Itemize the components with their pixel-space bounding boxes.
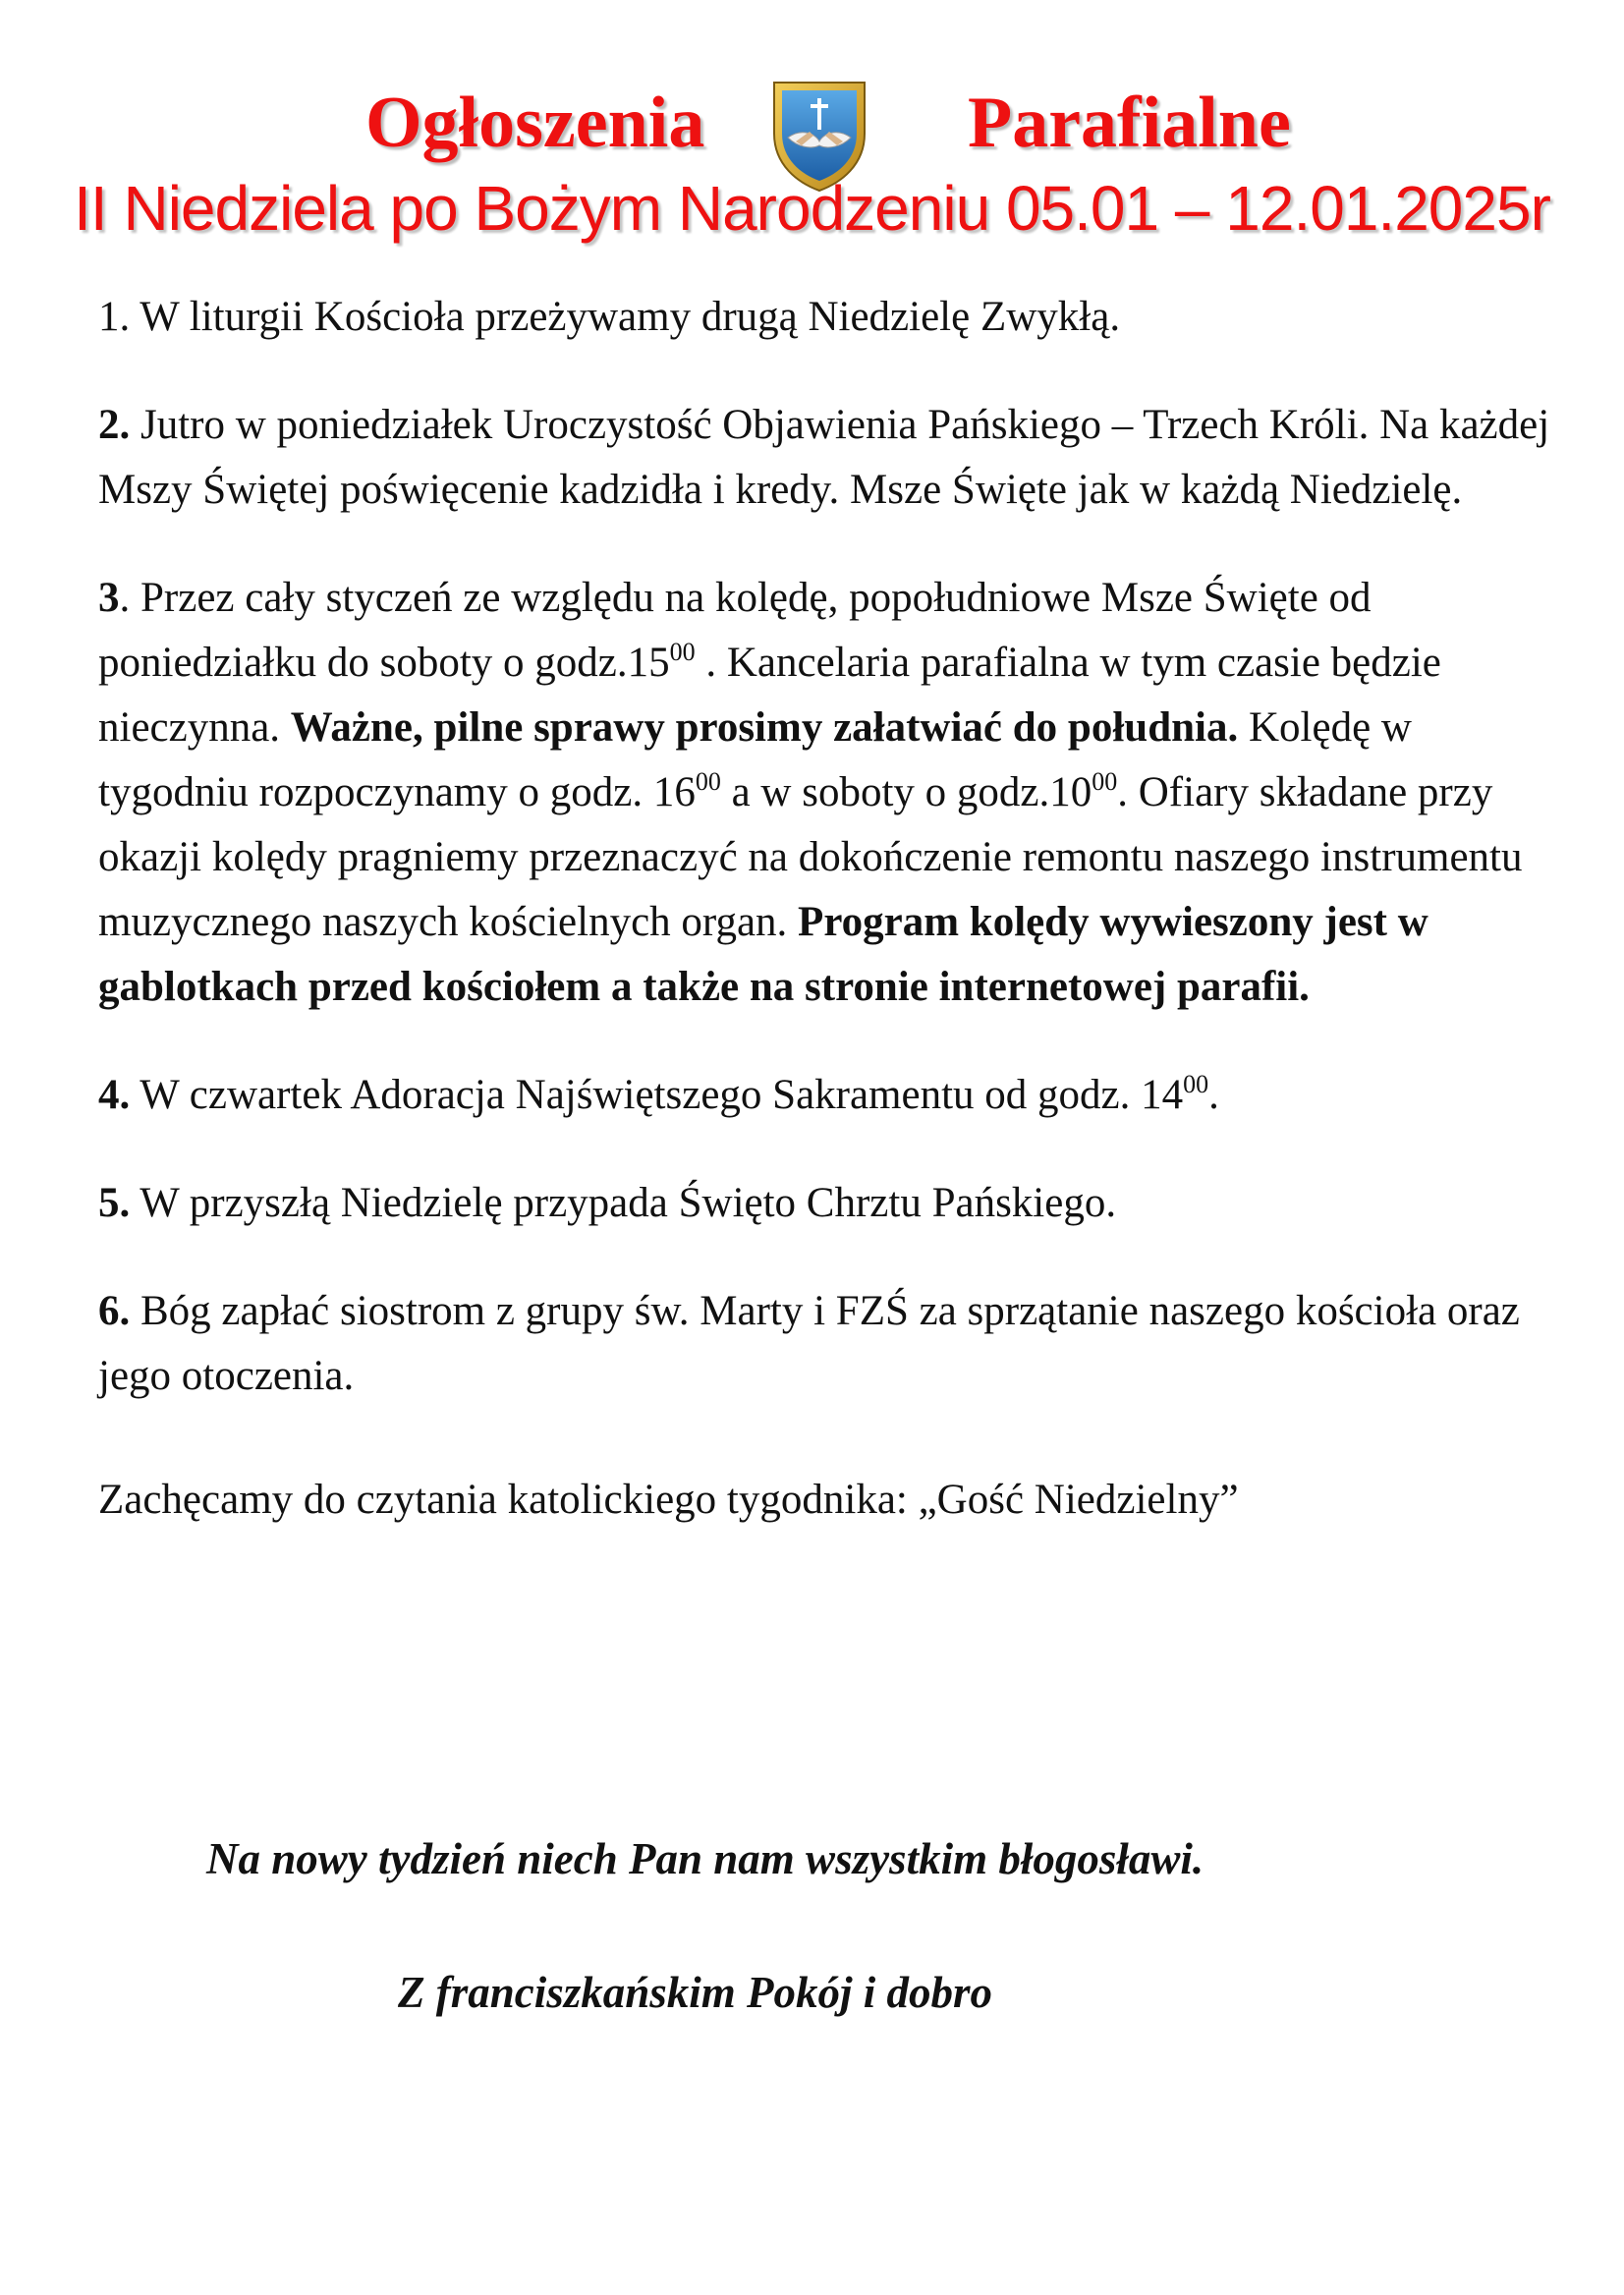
closing-greeting: Z franciszkańskim Pokój i dobro [398, 1968, 993, 2017]
blessing: Na nowy tydzień niech Pan nam wszystkim błogosławi. [206, 1834, 1204, 1883]
announcement-number: 3 [98, 575, 120, 621]
header [0, 77, 1624, 185]
announcement-3-text: . Przez cały styczeń ze względu na kolędę, popołudniowe Msze Święte od poniedziałku do soboty o godz.15 [98, 575, 1372, 686]
title-left: Ogłoszenia [365, 83, 705, 163]
announcement-3 [98, 566, 1552, 1020]
announcement-4-text: W czwartek Adoracja Najświętszego Sakramentu od godz. 14 [130, 1072, 1184, 1118]
announcement-6 [98, 1279, 1552, 1409]
announcement-2 [98, 393, 1552, 523]
superscript-minutes: 00 [695, 767, 721, 796]
announcement-3-text: . Kancelaria parafialna w tym czasie będzie nieczynna. [98, 640, 1441, 751]
superscript-minutes: 00 [669, 638, 696, 666]
announcement-3-bold: Ważne, pilne sprawy prosimy załatwiać do południa. [290, 704, 1239, 751]
announcement-5-text: W przyszłą Niedzielę przypada Święto Chrztu Pańskiego. [130, 1180, 1117, 1226]
announcements [98, 285, 1552, 1576]
announcement-number: 2. [98, 402, 131, 448]
announcement-3-text: . Ofiary składane przy okazji kolędy pragniemy przeznaczyć na dokończenie remontu naszego instrumentu muzycznego naszych kościelnych organ. [98, 769, 1523, 945]
announcement-5 [98, 1171, 1552, 1236]
announcement-number: 6. [98, 1288, 131, 1334]
announcement-4-text: . [1208, 1072, 1219, 1118]
announcement-3-bold: Program kolędy wywieszony jest w gablotkach przed kościołem a także na stronie internetowej parafii. [98, 899, 1428, 1010]
announcement-2-text: Jutro w poniedziałek Uroczystość Objawienia Pańskiego – Trzech Króli. Na każdej Mszy Świętej poświęcenie kadzidła i kredy. Msze Święte jak w każdą Niedzielę. [98, 402, 1550, 513]
announcement-3-text: Kolędę w tygodniu rozpoczynamy o godz. 16 [98, 704, 1412, 815]
announcement-4 [98, 1063, 1552, 1128]
announcement-number: 5. [98, 1180, 131, 1226]
announcement-3-text: a w soboty o godz.10 [720, 769, 1092, 815]
announcement-1 [98, 285, 1552, 350]
announcement-number: 4. [98, 1072, 131, 1118]
announcement-6-text: Bóg zapłać siostrom z grupy św. Marty i FZŚ za sprzątanie naszego kościoła oraz jego otoczenia. [98, 1288, 1520, 1399]
encouragement: Zachęcamy do czytania katolickiego tygodnika: „Gość Niedzielny” [98, 1477, 1239, 1523]
title-right: Parafialne [968, 83, 1291, 163]
subtitle: II Niedziela po Bożym Narodzeniu 05.01 – 12.01.2025r [74, 173, 1550, 244]
superscript-minutes: 00 [1092, 767, 1118, 796]
superscript-minutes: 00 [1183, 1070, 1209, 1098]
announcement-1-text: 1. W liturgii Kościoła przeżywamy drugą Niedzielę Zwykłą. [98, 294, 1121, 340]
